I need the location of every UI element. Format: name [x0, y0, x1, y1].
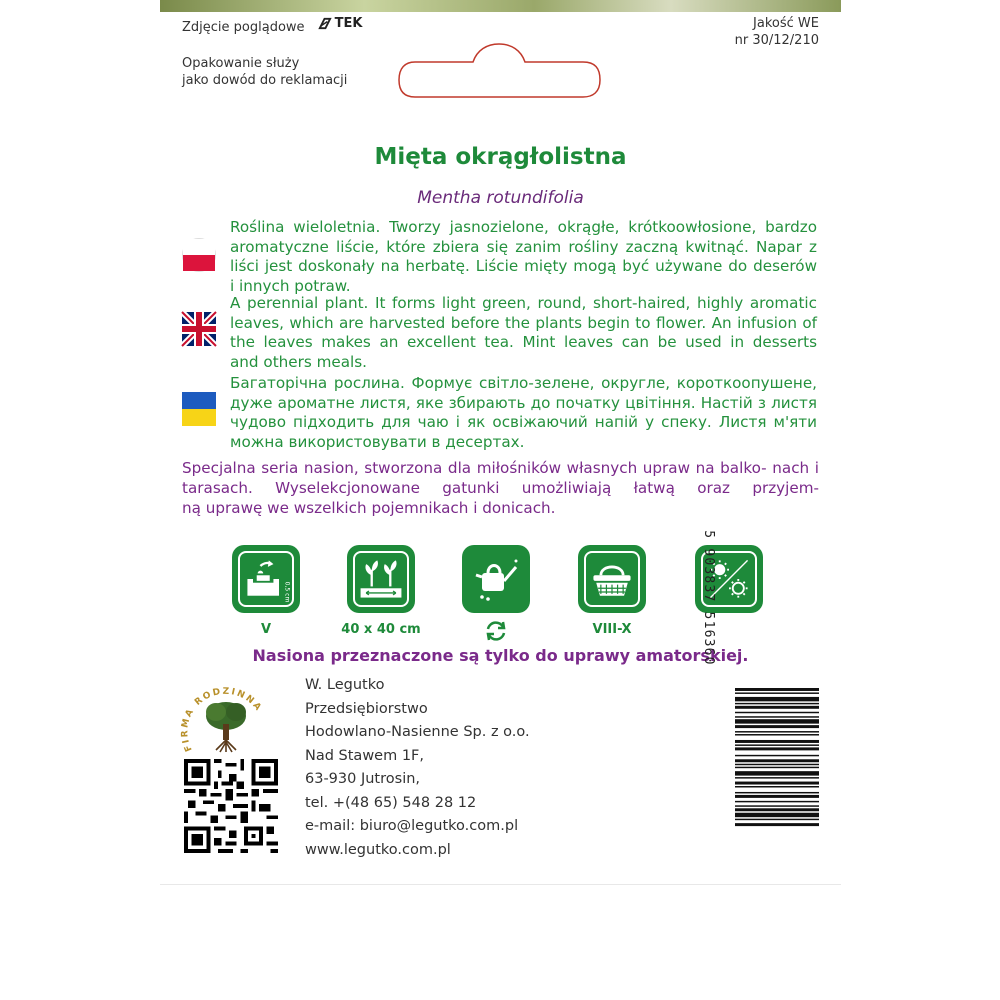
family-firm-tree-logo [178, 676, 274, 768]
description-en: A perennial plant. It forms light green, round, short-haired, highly aromatic leaves, which are harvested before the plants begin to flower. An infusion of the leaves makes an excellent tea. Mint leaves can be used in desserts and others meals. [230, 294, 818, 371]
barcode-bar [735, 712, 819, 713]
description-pl: Roślina wieloletnia. Tworzy jasnozielone, okrągłe, krótkoowłosione, bardzo aromatyczne liście, które zbiera się zanim rośliny zaczną kwitnąć. Napar z liści jest doskonały na herbatę. Liście mięty mogą być używane do deserów i innych potraw. [230, 218, 817, 295]
amateur-use-notice: Nasiona przeznaczone są tylko do uprawy amatorskiej. [252, 646, 749, 665]
series-description: Specjalna seria nasion, stworzona dla miłośników własnych upraw na balko- nach i tarasach. Wyselekcjonowane gatunki umożliwiają łatwą oraz przyjem- ną uprawę we wszelkich pojemnikach i donicach. [182, 459, 819, 517]
barcode-bar [735, 719, 819, 723]
spacing-icon [347, 545, 415, 613]
barcode-bar [735, 764, 819, 765]
barcode-bar [735, 692, 819, 693]
svg-text:FIRMA RODZINNA: FIRMA RODZINNA [180, 686, 264, 753]
barcode-bar [735, 801, 819, 802]
website: www.legutko.com.pl [305, 841, 451, 858]
barcode-bar [735, 819, 819, 820]
ean-barcode [701, 530, 819, 856]
harvest-basket-icon [578, 545, 646, 613]
email: e-mail: biuro@legutko.com.pl [305, 818, 519, 834]
barcode-bar [735, 786, 819, 787]
barcode-bar [735, 716, 819, 717]
quality-mark: Jakość WE nr 30/12/210 [734, 16, 819, 48]
barcode-bar [735, 759, 819, 762]
barcode-bar [735, 755, 819, 756]
phone: tel. +(48 65) 548 28 12 [305, 794, 477, 811]
barcode-bar [735, 823, 819, 826]
poland-flag-icon [182, 238, 216, 272]
barcode-bar [735, 744, 819, 745]
product-name: Mięta okrągłolistna [374, 144, 627, 170]
hanger-hole-outline [397, 42, 602, 98]
sowing-depth-icon [232, 545, 300, 613]
barcode-bar [735, 706, 819, 709]
latin-name: Mentha rotundifolia [417, 188, 584, 208]
barcode-bar [735, 688, 819, 691]
barcode-bar [735, 808, 819, 811]
barcode-bar [735, 771, 819, 775]
watering-can-icon [462, 545, 530, 613]
leaf-icon [317, 16, 332, 31]
barcode-bar [735, 777, 819, 778]
uk-flag-icon [182, 312, 216, 346]
recycle-arrows-icon [483, 618, 509, 644]
divider [160, 884, 841, 885]
barcode-bar [735, 792, 819, 793]
barcode-bar [735, 782, 819, 785]
svg-text:5 903837 516360: 5 903837 516360 [701, 530, 716, 666]
ukraine-flag-icon [182, 392, 216, 426]
product-photo-strip [160, 0, 841, 12]
barcode-bar [735, 731, 819, 732]
seed-packet-back [160, 12, 841, 885]
qr-code [184, 759, 278, 853]
barcode-bar [735, 813, 819, 817]
barcode-bar [735, 703, 819, 704]
packaging-note: Opakowanie służy jako dowód do reklamacji [182, 56, 348, 88]
harvest-label: VIII-X [592, 622, 632, 637]
company-address: W. Legutko Przedsiębiorstwo Hodowlano-Nasienne Sp. z o.o. Nad Stawem 1F, 63-930 Jutrosin, tel. +(48 65) 548 28 12 e-mail: biuro@legutko.com.pl www.legutko.com.pl [305, 674, 530, 862]
photo-note: Zdjęcie poglądowe TEK [182, 16, 363, 35]
barcode-bar [735, 740, 819, 743]
company-name: W. Legutko [305, 677, 385, 693]
barcode-bar [735, 795, 819, 798]
barcode-bar [735, 725, 819, 728]
svg-text:0,5 cm: 0,5 cm [283, 581, 291, 603]
barcode-bar [735, 697, 819, 701]
barcode-bar [735, 747, 819, 750]
description-uk: Багаторічна рослина. Формує світло-зелене, округле, короткоопушене, дуже ароматне листя, яке збирають до початку цвітіння. Настій з листя чудово підходить для чаю і як освіжаючий напій у спеку. Листя м'яти можна використовувати в десертах. [230, 374, 817, 451]
barcode-bar [735, 734, 819, 735]
barcode-bar [735, 805, 819, 806]
spacing-label: 40 x 40 cm [341, 622, 421, 637]
barcode-bar [735, 767, 819, 768]
tek-logo: TEK [317, 15, 363, 32]
sowing-month-label: V [260, 622, 272, 637]
